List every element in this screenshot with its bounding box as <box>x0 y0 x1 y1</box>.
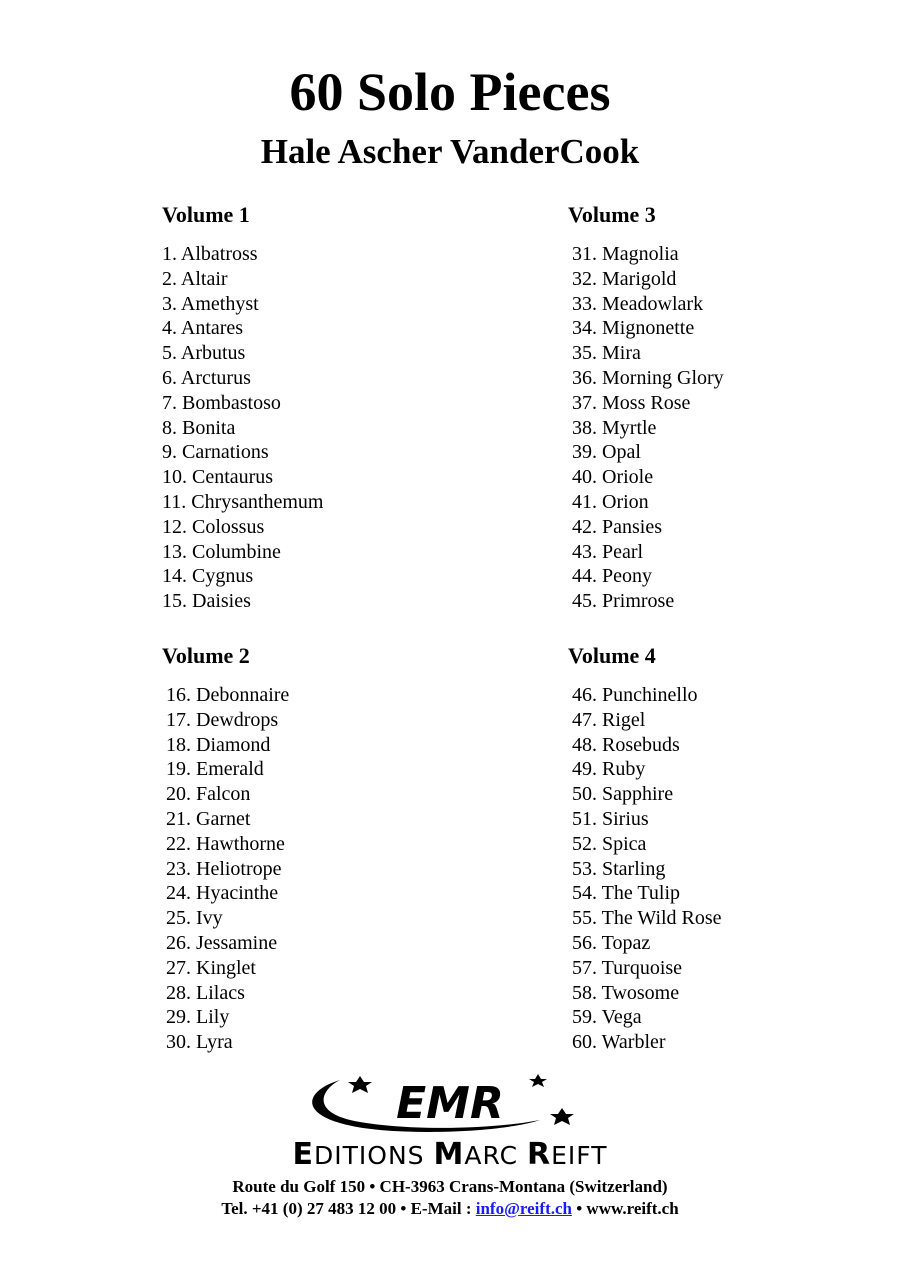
contact-line: Tel. +41 (0) 27 483 12 00 • E-Mail : info@reift.ch • www.reift.ch <box>221 1199 679 1218</box>
piece-list <box>568 242 724 614</box>
piece-item: 31. Magnolia <box>572 243 679 265</box>
piece-item: 33. Meadowlark <box>572 292 704 315</box>
volume-4 <box>568 643 722 1055</box>
piece-item: 49. Ruby <box>572 758 646 781</box>
volume-heading: Volume 1 <box>162 202 250 227</box>
piece-item: 10. Centaurus <box>162 466 274 489</box>
piece-item: 2. Altair <box>162 267 228 290</box>
piece-item: 42. Pansies <box>572 515 662 538</box>
piece-item: 43. Pearl <box>572 540 644 563</box>
volume-heading: Volume 4 <box>568 643 656 668</box>
piece-item: 40. Oriole <box>572 466 654 489</box>
piece-item: 4. Antares <box>162 317 244 340</box>
piece-item: 39. Opal <box>572 441 641 464</box>
volume-heading: Volume 3 <box>568 202 656 227</box>
piece-list <box>162 242 323 614</box>
piece-item: 15. Daisies <box>162 590 251 613</box>
volume-heading: Volume 2 <box>162 643 250 668</box>
piece-item: 51. Sirius <box>572 807 649 830</box>
volume-3 <box>568 202 724 614</box>
piece-item: 29. Lily <box>166 1006 230 1029</box>
piece-item: 12. Colossus <box>162 515 265 538</box>
volume-2 <box>162 643 289 1055</box>
piece-item: 16. Debonnaire <box>166 684 290 706</box>
piece-item: 58. Twosome <box>572 981 680 1004</box>
volume-1 <box>162 202 323 614</box>
piece-item: 32. Marigold <box>572 267 677 290</box>
document-title: 60 Solo Pieces <box>289 62 611 122</box>
piece-list <box>162 683 289 1055</box>
piece-item: 21. Garnet <box>166 807 251 830</box>
piece-item: 38. Myrtle <box>572 416 657 439</box>
piece-item: 48. Rosebuds <box>572 733 680 756</box>
publisher-name: EDITIONS MARC REIFT <box>292 1137 608 1172</box>
piece-item: 36. Morning Glory <box>572 366 724 389</box>
piece-item: 1. Albatross <box>162 243 258 265</box>
piece-item: 25. Ivy <box>166 907 223 930</box>
address: Route du Golf 150 • CH-3963 Crans-Montana (Switzerland) <box>232 1177 668 1196</box>
piece-item: 11. Chrysanthemum <box>162 490 324 513</box>
piece-item: 47. Rigel <box>572 708 646 731</box>
piece-item: 46. Punchinello <box>572 684 698 706</box>
composer-name: Hale Ascher VanderCook <box>260 132 640 171</box>
piece-item: 17. Dewdrops <box>166 708 279 731</box>
piece-item: 3. Amethyst <box>162 292 259 315</box>
emr-logo <box>300 1072 590 1140</box>
piece-item: 23. Heliotrope <box>166 857 282 880</box>
piece-item: 37. Moss Rose <box>572 391 691 414</box>
piece-item: 34. Mignonette <box>572 317 695 340</box>
piece-item: 35. Mira <box>572 342 641 365</box>
piece-item: 8. Bonita <box>162 416 236 439</box>
piece-item: 5. Arbutus <box>162 342 246 365</box>
piece-item: 41. Orion <box>572 490 649 513</box>
piece-item: 44. Peony <box>572 565 652 588</box>
piece-item: 14. Cygnus <box>162 565 254 588</box>
piece-item: 54. The Tulip <box>572 882 680 905</box>
piece-item: 19. Emerald <box>166 758 264 781</box>
piece-item: 22. Hawthorne <box>166 832 285 855</box>
piece-item: 18. Diamond <box>166 733 271 756</box>
piece-item: 57. Turquoise <box>572 956 683 979</box>
piece-item: 30. Lyra <box>166 1031 233 1054</box>
publisher-contact <box>0 1176 900 1220</box>
piece-item: 45. Primrose <box>572 590 675 613</box>
piece-item: 56. Topaz <box>572 931 651 954</box>
svg-text:EMR: EMR <box>396 1078 504 1129</box>
piece-item: 60. Warbler <box>572 1031 666 1054</box>
piece-item: 52. Spica <box>572 832 647 855</box>
piece-item: 26. Jessamine <box>166 931 278 954</box>
piece-item: 20. Falcon <box>166 783 251 806</box>
email-link[interactable]: info@reift.ch <box>475 1199 572 1218</box>
piece-item: 24. Hyacinthe <box>166 882 279 905</box>
piece-item: 6. Arcturus <box>162 366 251 389</box>
piece-item: 55. The Wild Rose <box>572 907 722 930</box>
piece-item: 27. Kinglet <box>166 956 256 979</box>
piece-list <box>568 683 722 1055</box>
piece-item: 9. Carnations <box>162 441 269 464</box>
piece-item: 7. Bombastoso <box>162 391 281 414</box>
piece-item: 28. Lilacs <box>166 981 245 1004</box>
piece-item: 59. Vega <box>572 1006 642 1029</box>
piece-item: 13. Columbine <box>162 540 281 563</box>
piece-item: 50. Sapphire <box>572 783 674 806</box>
piece-item: 53. Starling <box>572 857 666 880</box>
